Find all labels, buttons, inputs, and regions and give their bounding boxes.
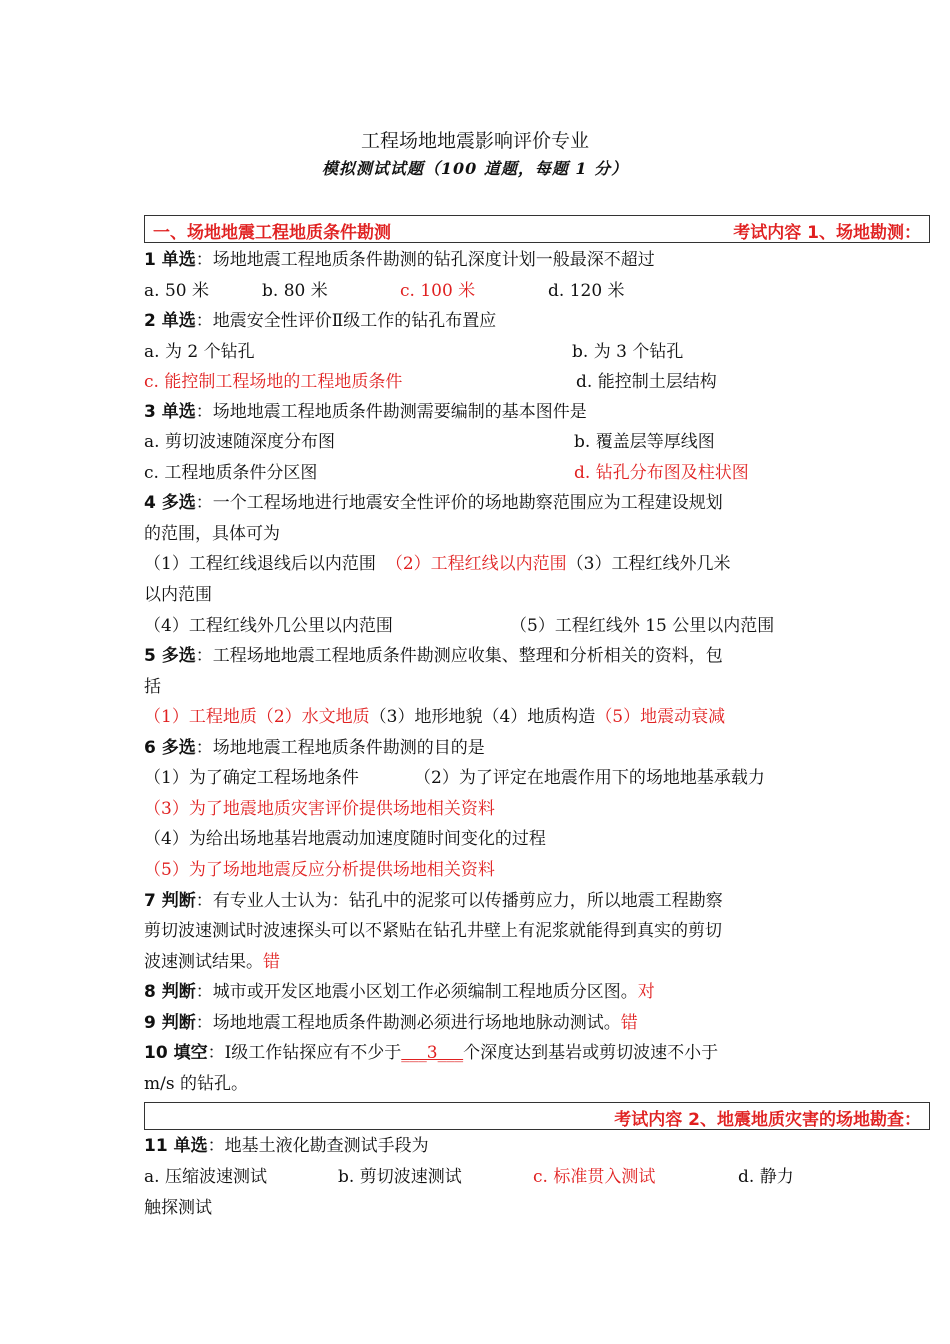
- option-b: b. 覆盖层等厚线图: [574, 432, 715, 452]
- section-header-1: [144, 215, 930, 243]
- question-text: ：场地地震工程地质条件勘测需要编制的基本图件是: [195, 402, 587, 422]
- answer: 错: [263, 952, 280, 972]
- question-8: [144, 981, 655, 1003]
- question-3: [144, 401, 587, 423]
- option-c: c. 工程地质条件分区图: [144, 463, 318, 483]
- answer: 对: [637, 982, 655, 1002]
- question-label: 8 判断: [144, 982, 196, 1002]
- option-4: （4）地质构造: [482, 707, 596, 727]
- option-3: （3）地形地貌: [369, 707, 483, 727]
- question-label: 5 多选: [144, 646, 196, 666]
- option-c-answer: c. 能控制工程场地的工程地质条件: [144, 372, 403, 392]
- option-1-answer: （1）工程地质: [144, 707, 257, 727]
- option-2: （2）为了评定在地震作用下的场地地基承载力: [414, 768, 765, 788]
- option-c-answer: c. 标准贯入测试: [533, 1167, 656, 1187]
- option-5-answer: （5）地震动衰减: [595, 707, 726, 727]
- answer: 错: [620, 1013, 638, 1033]
- question-4: [144, 492, 723, 514]
- question-5: [144, 645, 723, 667]
- question-text: ：场地地震工程地质条件勘测必须进行场地地脉动测试。: [195, 1013, 621, 1033]
- option-4: （4）为给出场地基岩地震动加速度随时间变化的过程: [144, 829, 546, 849]
- question-7: [144, 890, 723, 912]
- option-b: b. 80 米: [262, 281, 328, 301]
- question-label: 9 判断: [144, 1013, 196, 1033]
- question-text: ：工程场地地震工程地质条件勘测应收集、整理和分析相关的资料，包: [195, 646, 723, 666]
- option-1: （1）工程红线退线后以内范围: [144, 554, 376, 574]
- option-d-answer: d. 钻孔分布图及柱状图: [574, 463, 749, 483]
- page-title: 工程场地地震影响评价专业: [360, 130, 589, 152]
- question-text: ：Ⅰ级工作钻探应有不少于: [207, 1043, 402, 1063]
- section-header-2: [144, 1102, 930, 1130]
- question-11: [144, 1135, 429, 1157]
- question-text: 波速测试结果。: [144, 952, 263, 972]
- question-text: ：场地地震工程地质条件勘测的目的是: [195, 738, 485, 758]
- option-5-answer: （5）为了场地地震反应分析提供场地相关资料: [144, 860, 495, 880]
- question-label: 1 单选: [144, 250, 196, 270]
- question-text: ：场地地震工程地质条件勘测的钻孔深度计划一般最深不超过: [195, 250, 655, 270]
- question-4-options-row1: [144, 553, 730, 575]
- question-label: 7 判断: [144, 891, 196, 911]
- option-d: d. 120 米: [548, 281, 625, 301]
- question-10-cont: m/s 的钻孔。: [144, 1074, 248, 1094]
- question-4-cont: 的范围，具体可为: [144, 524, 280, 544]
- question-label: 6 多选: [144, 738, 196, 758]
- page-subtitle: 模拟测试试题（100 道题，每题 1 分）: [321, 159, 629, 178]
- option-3-answer: （3）为了地震地质灾害评价提供场地相关资料: [144, 799, 495, 819]
- option-3-cont: 以内范围: [144, 585, 212, 605]
- option-3: （3）工程红线外几米: [566, 554, 731, 574]
- question-label: 11 单选: [144, 1136, 208, 1156]
- question-label: 2 单选: [144, 311, 196, 331]
- option-b: b. 为 3 个钻孔: [572, 342, 684, 362]
- question-label: 4 多选: [144, 493, 196, 513]
- question-text: ：城市或开发区地震小区划工作必须编制工程地质分区图。: [195, 982, 638, 1002]
- answer-blank: ___3___: [401, 1043, 464, 1063]
- question-1: [144, 249, 655, 271]
- question-text-cont: 个深度达到基岩或剪切波速不小于: [463, 1043, 719, 1063]
- question-text: ：一个工程场地进行地震安全性评价的场地勘察范围应为工程建设规划: [195, 493, 723, 513]
- question-10: [144, 1042, 718, 1064]
- question-label: 3 单选: [144, 402, 196, 422]
- option-a: a. 50 米: [144, 281, 209, 301]
- question-label: 10 填空: [144, 1043, 208, 1063]
- option-5: （5）工程红线外 15 公里以内范围: [510, 616, 775, 636]
- option-a: a. 剪切波速随深度分布图: [144, 432, 335, 452]
- option-1: （1）为了确定工程场地条件: [144, 768, 359, 788]
- question-text: ：有专业人士认为：钻孔中的泥浆可以传播剪应力，所以地震工程勘察: [195, 891, 723, 911]
- question-9: [144, 1012, 638, 1034]
- option-b: b. 剪切波速测试: [338, 1167, 462, 1187]
- question-7-cont-2: [144, 951, 280, 973]
- section-exam-content: 考试内容 2、地震地质灾害的场地勘查：: [614, 1110, 921, 1130]
- question-7-cont: 剪切波速测试时波速探头可以不紧贴在钻孔井壁上有泥浆就能得到真实的剪切: [144, 921, 722, 941]
- question-6: [144, 737, 485, 759]
- section-title: 一、场地地震工程地质条件勘测: [153, 223, 391, 243]
- option-d-cont: 触探测试: [144, 1198, 212, 1218]
- option-2-answer: （2）工程红线以内范围: [385, 554, 567, 574]
- section-exam-content: 考试内容 1、场地勘测：: [733, 223, 921, 243]
- option-a: a. 压缩波速测试: [144, 1167, 267, 1187]
- question-5-cont: 括: [144, 677, 161, 697]
- option-2-answer: （2）水文地质: [256, 707, 370, 727]
- option-d: d. 静力: [738, 1167, 794, 1187]
- option-a: a. 为 2 个钻孔: [144, 342, 255, 362]
- question-text: ：地震安全性评价Ⅱ级工作的钻孔布置应: [195, 311, 497, 331]
- option-c-answer: c. 100 米: [400, 281, 476, 301]
- question-text: ：地基土液化勘查测试手段为: [207, 1136, 429, 1156]
- option-4: （4）工程红线外几公里以内范围: [144, 616, 393, 636]
- question-5-options: [144, 706, 725, 728]
- option-d: d. 能控制土层结构: [576, 372, 717, 392]
- question-2: [144, 310, 496, 332]
